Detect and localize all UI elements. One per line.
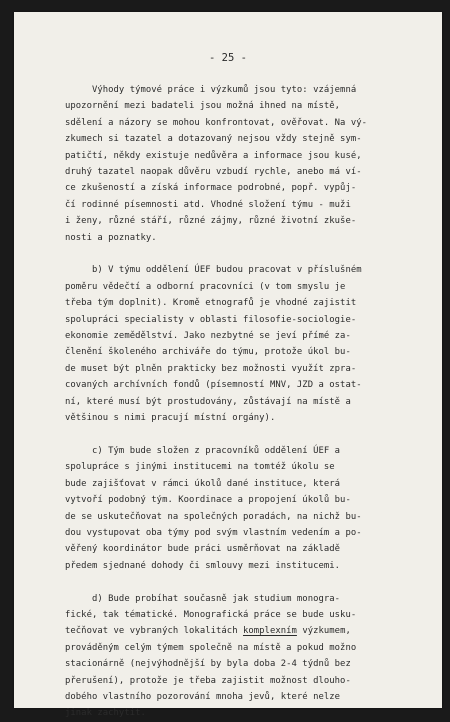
- document-page: [14, 12, 442, 719]
- text-line: ní, které musí být prostudovány, zůstávají na místě a: [65, 396, 351, 407]
- text-line: de se uskutečňovat na společných poradách, na nichž bu-: [65, 511, 362, 522]
- text-line: spolupráci specialisty v oblasti filosofie-sociologie-: [65, 314, 357, 325]
- text-line: fické, tak tématické. Monografická práce se bude usku-: [65, 609, 357, 620]
- text-line: zkumech si tazatel a dotazovaný nejsou vždy stejně sym-: [65, 134, 362, 145]
- text-line: druhý tazatel naopak důvěru vzbudí rychle, anebo má ví-: [65, 167, 362, 178]
- text-line: c) Tým bude složen z pracovníků oddělení ÚEF a: [65, 445, 341, 456]
- text-line: bude zajišťovat v rámci úkolů dané instituce, která: [65, 478, 341, 489]
- text-line: členění školeného archiváře do týmu, protože úkol bu-: [65, 347, 351, 358]
- paragraph-c: [65, 443, 407, 574]
- paragraph-a: [65, 82, 407, 246]
- text-line: patičtí, někdy existuje nedůvěra a informace jsou kusé,: [65, 150, 362, 161]
- text-line: prováděným celým týmem společně na místě a pokud možno: [65, 642, 357, 653]
- text-line: třeba tým doplnit). Kromě etnografů je vhodné zajistit: [65, 298, 357, 309]
- text-line: i ženy, různé stáří, různé zájmy, různé životní zkuše-: [65, 216, 357, 227]
- body-text: [65, 82, 407, 722]
- text-line: tečňovat ve vybraných lokalitách komplexním výzkumem,: [65, 626, 351, 637]
- text-line: Výhody týmové práce i výzkumů jsou tyto: vzájemná: [65, 85, 357, 95]
- text-line: de muset být plněn prakticky bez možnosti využít zpra-: [65, 363, 357, 374]
- text-line: věřený koordinátor bude práci usměrňovat na základě: [65, 544, 341, 555]
- paragraph-b: [65, 262, 407, 426]
- text-line: většinou s nimi pracují místní orgány).: [65, 413, 276, 424]
- text-line: ekonomie zemědělství. Jako nezbytné se jeví přímé za-: [65, 331, 351, 342]
- text-line: nosti a poznatky.: [65, 232, 157, 243]
- text-line: covaných archívních fondů (písemností MNV, JZD a ostat-: [65, 380, 362, 391]
- text-line: b) V týmu oddělení ÚEF budou pracovat v příslušném: [65, 265, 362, 276]
- text-line: dobého vlastního pozorování mnoha jevů, které nelze: [65, 691, 341, 702]
- text-line: ce zkušeností a získá informace podrobné, popř. vypůj-: [65, 183, 357, 194]
- page-number: - 25 -: [209, 52, 247, 64]
- text-line: vytvoří podobný tým. Koordinace a propojení úkolů bu-: [65, 495, 351, 506]
- text-line: jinak zachytit.: [65, 708, 146, 719]
- text-line: předem sjednané dohody či smlouvy mezi institucemi.: [65, 560, 341, 571]
- text-line: dou vystupovat oba týmy pod svým vlastním vedením a po-: [65, 527, 362, 538]
- text-line: přerušení), protože je třeba zajistit možnost dlouho-: [65, 675, 351, 686]
- text-line: upozornění mezi badateli jsou možná ihned na místě,: [65, 101, 341, 112]
- text-line: poměru vědečtí a odborní pracovníci (v tom smyslu je: [65, 281, 346, 292]
- underlined-word: komplexním: [242, 626, 297, 637]
- paragraph-d: [65, 591, 407, 722]
- text-line: čí rodinné písemnosti atd. Vhodné složení týmu - muži: [65, 199, 351, 210]
- text-line: sdělení a názory se mohou konfrontovat, ověřovat. Na vý-: [65, 117, 368, 128]
- text-line: stacionárně (nejvýhodnější by byla doba 2-4 týdnů bez: [65, 659, 351, 670]
- text-line: d) Bude probíhat současně jak studium monogra-: [65, 593, 341, 604]
- text-line: spolupráce s jinými institucemi na tomtéž úkolu se: [65, 462, 335, 473]
